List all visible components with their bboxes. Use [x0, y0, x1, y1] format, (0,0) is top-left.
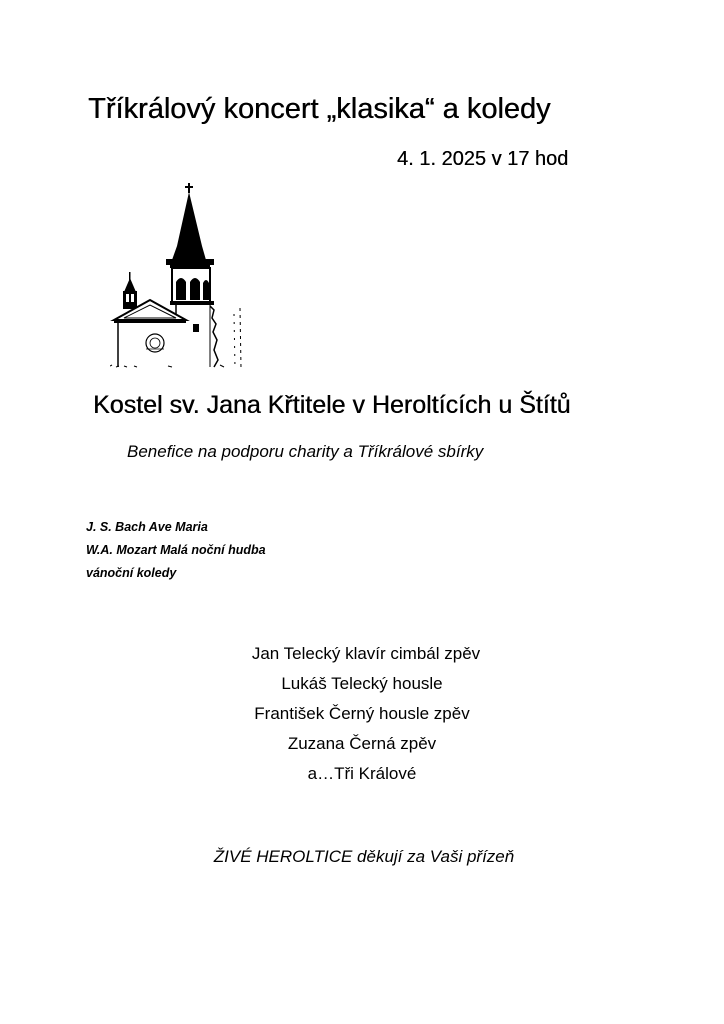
thanks-line: ŽIVÉ HEROLTICE děkují za Vaši přízeň [213, 847, 515, 866]
program-item: vánoční koledy [86, 566, 177, 580]
program-item: W.A. Mozart Malá noční hudba [86, 543, 266, 557]
concert-date: 4. 1. 2025 v 17 hod [397, 148, 569, 170]
venue-heading: Kostel sv. Jana Křtitele v Heroltících u Štítů [93, 391, 571, 419]
program-list [86, 516, 266, 585]
program-item: J. S. Bach Ave Maria [86, 520, 208, 534]
performer-line: a…Tři Králové [307, 764, 417, 783]
benefit-subtitle: Benefice na podporu charity a Tříkrálové sbírky [127, 442, 484, 461]
performer-line: Zuzana Černá zpěv [287, 734, 437, 753]
church-icon [110, 182, 250, 368]
performer-line: Lukáš Telecký housle [281, 674, 443, 693]
performer-line: Jan Telecký klavír cimbál zpěv [251, 644, 481, 663]
performers-list [0, 639, 724, 789]
concert-title: Tříkrálový koncert „klasika“ a koledy [88, 93, 551, 125]
performer-line: František Černý housle zpěv [254, 704, 470, 723]
